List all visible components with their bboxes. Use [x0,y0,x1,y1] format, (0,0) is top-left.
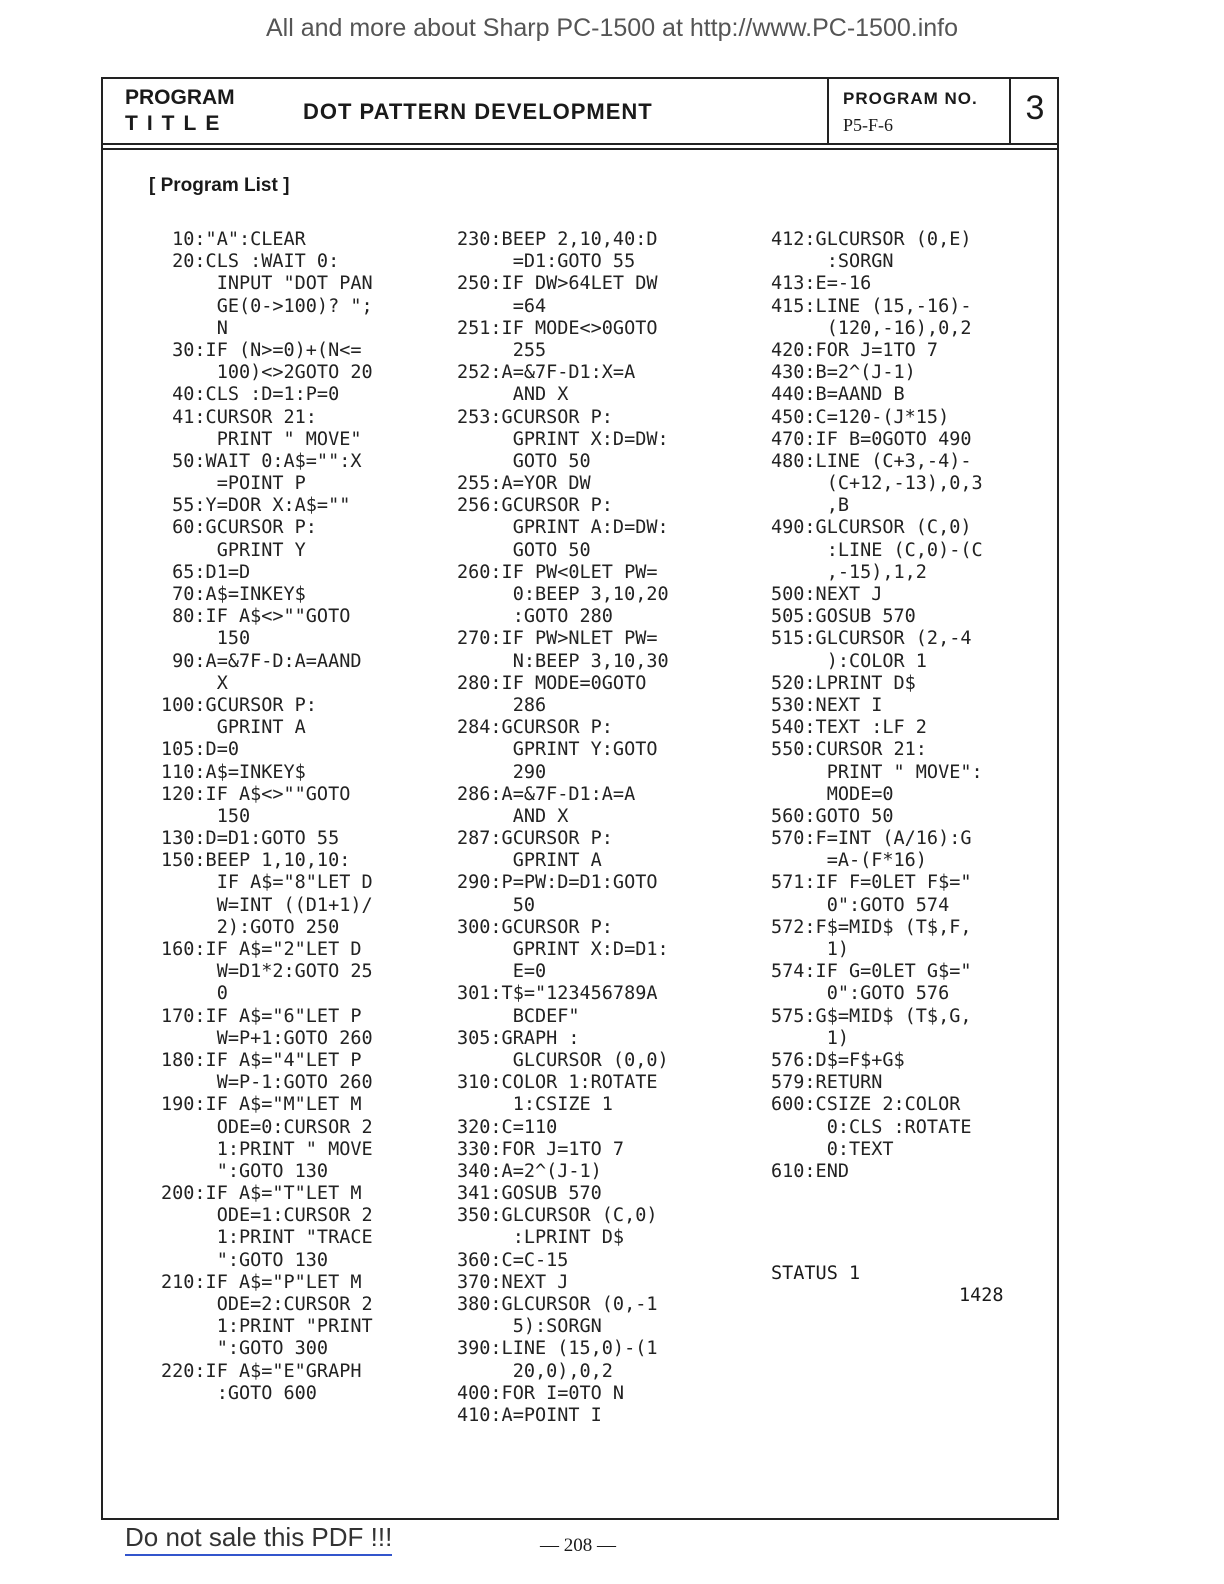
code-line: 570:F=INT (A/16):G [771,828,972,850]
code-line: 50:WAIT 0:A$="":X [161,450,362,472]
program-number-box [827,79,1011,143]
code-line: 65:D1=D [161,561,251,583]
code-line: (120,-16),0,2 [771,317,972,339]
code-line: ODE=0:CURSOR 2 [161,1116,373,1138]
code-line: 330:FOR J=1TO 7 [457,1138,625,1160]
code-line: MODE=0 [771,783,894,805]
code-line: 110:A$=INKEY$ [161,761,306,783]
code-line: 20:CLS :WAIT 0: [161,251,340,273]
code-line: 1:PRINT " MOVE [161,1138,373,1160]
code-line: 5):SORGN [457,1316,602,1338]
code-line: W=D1*2:GOTO 25 [161,961,373,983]
title-block [103,79,1057,145]
sheet-index: 3 [1025,89,1045,127]
code-line: W=INT ((D1+1)/ [161,894,373,916]
code-line: W=P-1:GOTO 260 [161,1072,373,1094]
code-line: 1:PRINT "TRACE [161,1227,373,1249]
code-line: 574:IF G=0LET G$=" [771,961,972,983]
code-line: 440:B=AAND B [771,384,905,406]
code-line: ":GOTO 130 [161,1160,329,1182]
code-line: BCDEF" [457,1005,580,1027]
code-line: W=P+1:GOTO 260 [161,1027,373,1049]
code-line: 0":GOTO 574 [771,894,950,916]
code-line: 150 [161,805,251,827]
code-line: GPRINT A:D=DW: [457,517,669,539]
code-line: 280:IF MODE=0GOTO [457,672,647,694]
code-line: 130:D=D1:GOTO 55 [161,828,340,850]
code-line: 120:IF A$<>""GOTO [161,783,351,805]
code-line: :GOTO 280 [457,606,613,628]
code-line: ,-15),1,2 [771,561,927,583]
code-line: 520:LPRINT D$ [771,672,916,694]
code-line: PRINT " MOVE": [771,761,983,783]
code-line: 530:NEXT I [771,694,883,716]
code-line: 260:IF PW<0LET PW= [457,561,658,583]
code-line: =A-(F*16) [771,850,927,872]
code-line: 50 [457,894,535,916]
code-line: 300:GCURSOR P: [457,916,613,938]
code-line: GPRINT Y:GOTO [457,739,658,761]
code-line: 490:GLCURSOR (C,0) [771,517,972,539]
code-line: :SORGN [771,251,894,273]
code-line: 600:CSIZE 2:COLOR [771,1094,961,1116]
code-line: 256:GCURSOR P: [457,495,613,517]
code-line: 180:IF A$="4"LET P [161,1049,362,1071]
code-line: 341:GOSUB 570 [457,1183,602,1205]
code-line: 575:G$=MID$ (T$,G, [771,1005,972,1027]
code-line: 320:C=110 [457,1116,558,1138]
code-line: 55:Y=DOR X:A$="" [161,495,351,517]
code-line: 286:A=&7F-D1:A=A [457,783,636,805]
code-line: 370:NEXT J [457,1271,569,1293]
listing-column-2 [457,229,669,1427]
listing-column-1 [161,229,373,1405]
title-divider [103,148,1057,150]
code-line: 500:NEXT J [771,584,883,605]
code-line: 301:T$="123456789A [457,983,658,1005]
code-line: ODE=1:CURSOR 2 [161,1205,373,1227]
code-line: 41:CURSOR 21: [161,406,317,428]
code-line: 340:A=2^(J-1) [457,1160,602,1182]
program-number-label: PROGRAM NO. [843,89,978,108]
code-line: INPUT "DOT PAN [161,273,373,295]
code-line: ":GOTO 130 [161,1249,329,1271]
code-line: 255 [457,339,547,361]
code-line: 350:GLCURSOR (C,0) [457,1205,658,1227]
code-line: 230:BEEP 2,10,40:D [457,229,658,250]
code-line: 571:IF F=0LET F$=" [771,872,972,894]
code-line: 505:GOSUB 570 [771,606,916,628]
code-line: 1:PRINT "PRINT [161,1316,373,1338]
code-line: 413:E=-16 [771,273,872,295]
code-line: 40:CLS :D=1:P=0 [161,384,340,406]
code-line: IF A$="8"LET D [161,872,373,894]
code-line: 576:D$=F$+G$ [771,1049,905,1071]
listing-column-3 [771,229,983,1183]
status-value: 1428 [959,1285,1004,1306]
code-line: 284:GCURSOR P: [457,717,613,739]
code-line: 70:A$=INKEY$ [161,584,306,605]
code-line: 0 [161,983,228,1005]
code-line: N:BEEP 3,10,30 [457,650,669,672]
code-line: E=0 [457,961,547,983]
code-line: 380:GLCURSOR (0,-1 [457,1294,658,1315]
code-line: 2):GOTO 250 [161,916,340,938]
code-line: 560:GOTO 50 [771,805,894,827]
code-line: 305:GRAPH : [457,1027,580,1049]
code-line: 430:B=2^(J-1) [771,362,916,384]
code-line: 200:IF A$="T"LET M [161,1183,362,1205]
code-line: 270:IF PW>NLET PW= [457,628,658,650]
code-line: GPRINT Y [161,539,306,561]
code-line: 540:TEXT :LF 2 [771,717,927,739]
code-line: 210:IF A$="P"LET M [161,1271,362,1293]
code-line: 0:BEEP 3,10,20 [457,584,669,605]
code-line: X [161,672,228,694]
code-line: ":GOTO 300 [161,1338,329,1360]
code-line: 160:IF A$="2"LET D [161,939,362,960]
code-line: N [161,317,228,339]
code-line: 105:D=0 [161,739,239,761]
code-line: 253:GCURSOR P: [457,406,613,428]
code-line: ):COLOR 1 [771,650,927,672]
program-title: DOT PATTERN DEVELOPMENT [303,99,653,124]
code-line: 30:IF (N>=0)+(N<= [161,339,362,361]
code-line: PRINT " MOVE" [161,428,362,450]
code-line: 251:IF MODE<>0GOTO [457,317,658,339]
code-line: 100)<>2GOTO 20 [161,362,373,384]
section-title: [ Program List ] [149,175,290,196]
code-line: =POINT P [161,473,306,495]
program-label-line1: PROGRAM [125,86,235,109]
code-line: 470:IF B=0GOTO 490 [771,428,972,450]
code-line: 220:IF A$="E"GRAPH [161,1360,362,1382]
footer-notice: Do not sale this PDF !!! [125,1522,392,1556]
code-line: :LINE (C,0)-(C [771,539,983,561]
status-label: STATUS 1 [771,1263,861,1284]
code-line: ODE=2:CURSOR 2 [161,1294,373,1315]
code-line: 60:GCURSOR P: [161,517,317,539]
code-line: 415:LINE (15,-16)- [771,295,972,317]
code-line: GOTO 50 [457,539,591,561]
code-line: 0":GOTO 576 [771,983,950,1005]
code-line: GPRINT A [161,717,306,739]
code-line: 390:LINE (15,0)-(1 [457,1338,658,1360]
code-line: (C+12,-13),0,3 [771,473,983,495]
code-line: 20,0),0,2 [457,1360,613,1382]
code-line: 1) [771,1027,849,1049]
code-line: 360:C=C-15 [457,1249,569,1271]
code-line: 150 [161,628,251,650]
program-title-label [125,85,235,137]
code-line: 80:IF A$<>""GOTO [161,606,351,628]
code-line: 579:RETURN [771,1072,883,1094]
code-line: 90:A=&7F-D:A=AAND [161,650,362,672]
code-line: AND X [457,805,569,827]
program-label-line2: TITLE [125,112,229,135]
code-line: GLCURSOR (0,0) [457,1049,669,1071]
code-line: GOTO 50 [457,450,591,472]
code-line: 10:"A":CLEAR [161,229,306,250]
code-line: GE(0->100)? "; [161,295,373,317]
code-line: 170:IF A$="6"LET P [161,1005,362,1027]
code-line: 420:FOR J=1TO 7 [771,339,939,361]
code-line: 255:A=YOR DW [457,473,591,495]
code-line: GPRINT A [457,850,602,872]
code-line: GPRINT X:D=DW: [457,428,669,450]
code-line: 550:CURSOR 21: [771,739,927,761]
code-line: 100:GCURSOR P: [161,694,317,716]
code-line: 412:GLCURSOR (0,E) [771,229,972,250]
code-line: 400:FOR I=0TO N [457,1382,625,1404]
code-line: :LPRINT D$ [457,1227,625,1249]
code-line: 1) [771,939,849,960]
code-line: 150:BEEP 1,10,10: [161,850,351,872]
program-number: P5-F-6 [843,115,894,135]
code-line: 286 [457,694,547,716]
page-number: — 208 — [540,1535,616,1556]
code-line: =64 [457,295,547,317]
code-line: 290 [457,761,547,783]
code-line: 310:COLOR 1:ROTATE [457,1072,658,1094]
code-line: :GOTO 600 [161,1382,317,1404]
code-line: GPRINT X:D=D1: [457,939,669,960]
code-line: 250:IF DW>64LET DW [457,273,658,295]
code-line: 190:IF A$="M"LET M [161,1094,362,1116]
code-line: 572:F$=MID$ (T$,F, [771,916,972,938]
code-line: 0:TEXT [771,1138,894,1160]
code-line: 287:GCURSOR P: [457,828,613,850]
code-line: 0:CLS :ROTATE [771,1116,972,1138]
code-line: 410:A=POINT I [457,1404,602,1426]
code-line: =D1:GOTO 55 [457,251,636,273]
code-line: 290:P=PW:D=D1:GOTO [457,872,658,894]
program-sheet [101,77,1059,1520]
site-header-note: All and more about Sharp PC-1500 at http://www.PC-1500.info [265,14,959,42]
code-line: 515:GLCURSOR (2,-4 [771,628,972,650]
code-line: 1:CSIZE 1 [457,1094,613,1116]
code-line: 480:LINE (C+3,-4)- [771,450,972,472]
code-line: 450:C=120-(J*15) [771,406,950,428]
code-line: ,B [771,495,849,517]
code-line: 610:END [771,1160,849,1182]
code-line: 252:A=&7F-D1:X=A [457,362,636,384]
code-line: AND X [457,384,569,406]
